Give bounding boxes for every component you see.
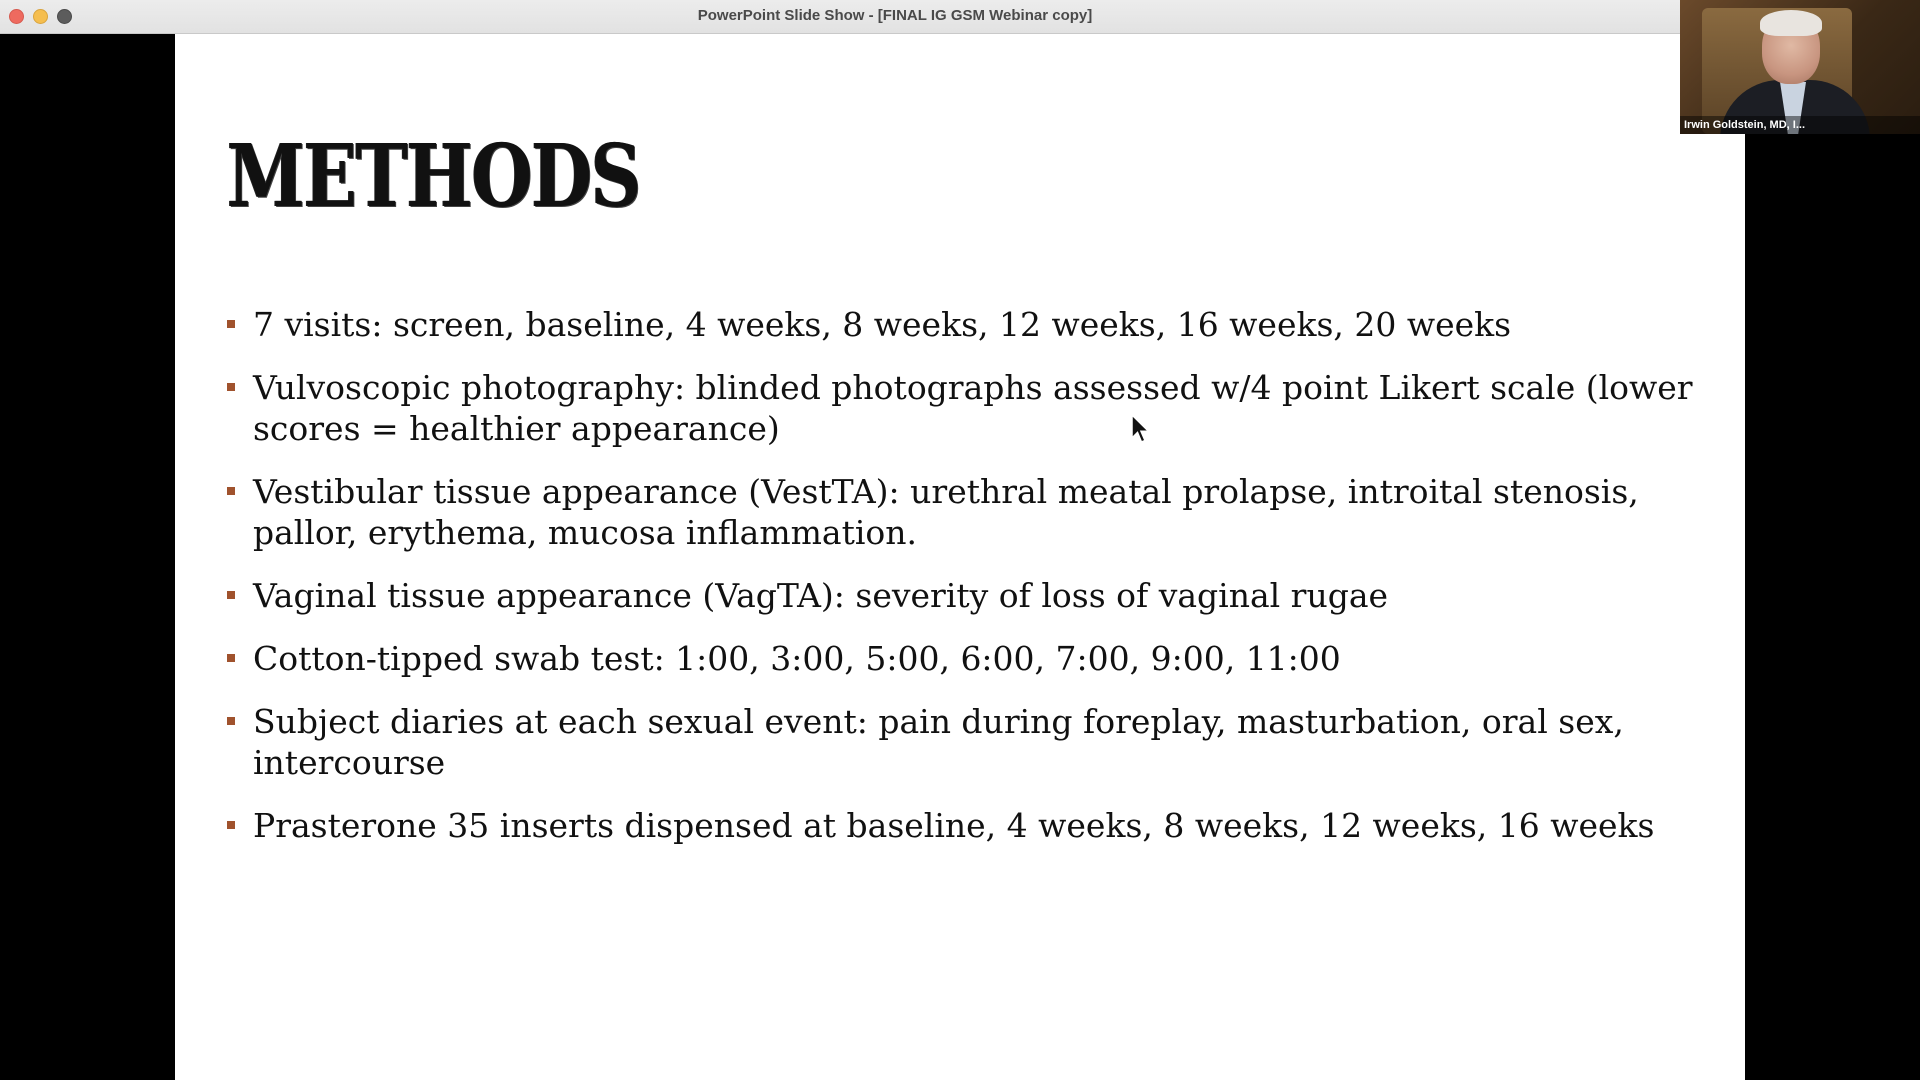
- participant-video-tile[interactable]: [1680, 0, 1920, 134]
- bullet-item: [227, 638, 1727, 679]
- bullet-item: [227, 575, 1727, 616]
- bullet-text: 7 visits: screen, baseline, 4 weeks, 8 weeks, 12 weeks, 16 weeks, 20 weeks: [253, 305, 1512, 344]
- bullet-text: Vulvoscopic photography: blinded photographs assessed w/4 point Likert scale (lower scores = healthier appearance): [253, 368, 1693, 448]
- bullet-text: Prasterone 35 inserts dispensed at baseline, 4 weeks, 8 weeks, 12 weeks, 16 weeks: [253, 806, 1655, 845]
- bullet-list: [227, 304, 1727, 868]
- participant-name-label: Irwin Goldstein, MD, I...: [1680, 116, 1920, 134]
- square-bullet-icon: [227, 654, 235, 662]
- window-title: PowerPoint Slide Show - [FINAL IG GSM Webinar copy]: [697, 7, 1093, 24]
- square-bullet-icon: [227, 821, 235, 829]
- square-bullet-icon: [227, 717, 235, 725]
- slide-title: METHODS: [227, 126, 640, 227]
- bullet-text: Cotton-tipped swab test: 1:00, 3:00, 5:00, 6:00, 7:00, 9:00, 11:00: [253, 639, 1341, 678]
- slide-stage: [0, 34, 1920, 1080]
- title-bar: [0, 0, 1920, 34]
- square-bullet-icon: [227, 591, 235, 599]
- square-bullet-icon: [227, 320, 235, 328]
- bullet-item: [227, 367, 1727, 449]
- square-bullet-icon: [227, 383, 235, 391]
- slide[interactable]: [175, 34, 1745, 1080]
- bullet-item: [227, 701, 1727, 783]
- square-bullet-icon: [227, 487, 235, 495]
- bullet-text: Vestibular tissue appearance (VestTA): urethral meatal prolapse, introital stenosis, pallor, erythema, mucosa inflammation.: [253, 472, 1639, 552]
- mouse-pointer-icon: [1130, 414, 1150, 444]
- bullet-item: [227, 304, 1727, 345]
- bullet-text: Vaginal tissue appearance (VagTA): severity of loss of vaginal rugae: [253, 576, 1389, 615]
- bullet-item: [227, 805, 1727, 846]
- bullet-item: [227, 471, 1727, 553]
- participant-hair: [1760, 10, 1822, 36]
- bullet-text: Subject diaries at each sexual event: pain during foreplay, masturbation, oral sex, intercourse: [253, 702, 1624, 782]
